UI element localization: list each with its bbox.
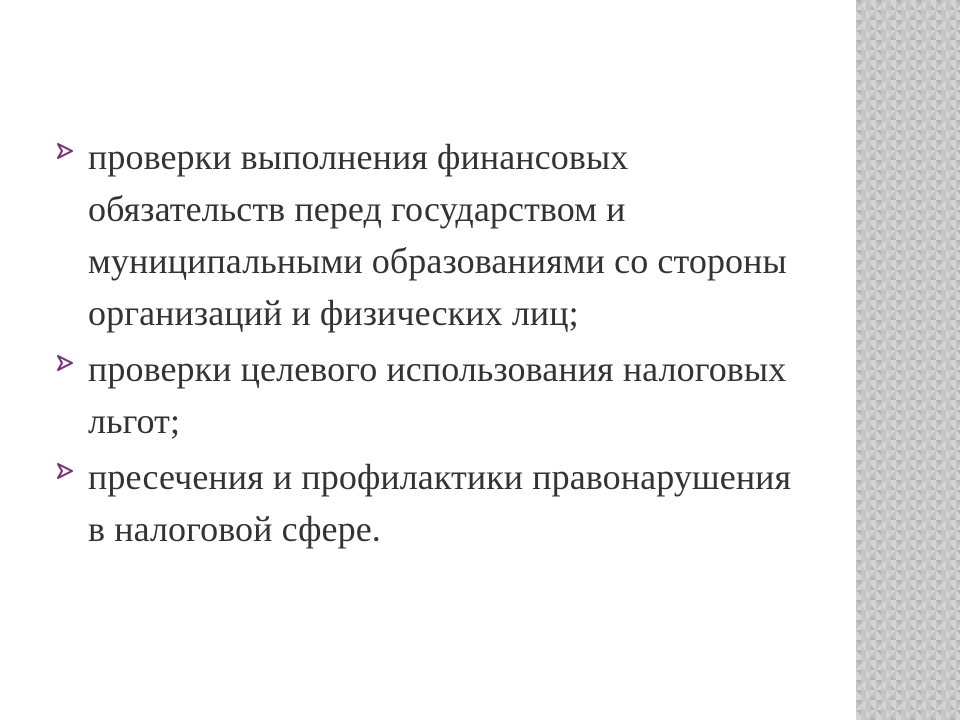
bullet-item (56, 451, 796, 555)
decorative-side-panel (856, 0, 960, 720)
arrowhead-bullet-icon (56, 131, 88, 167)
bullet-item (56, 131, 796, 339)
arrowhead-bullet-icon (56, 451, 88, 487)
bullet-list (56, 131, 796, 559)
bullet-text: проверки выполнения финансовых обязательств перед государством и муниципальными образованиями со стороны организаций и физических лиц; (88, 137, 787, 333)
bullet-text: проверки целевого использования налоговых льгот; (88, 349, 787, 441)
bullet-text: пресечения и профилактики правонарушения в налоговой сфере. (88, 457, 792, 549)
bullet-item (56, 343, 796, 447)
arrowhead-bullet-icon (56, 343, 88, 379)
